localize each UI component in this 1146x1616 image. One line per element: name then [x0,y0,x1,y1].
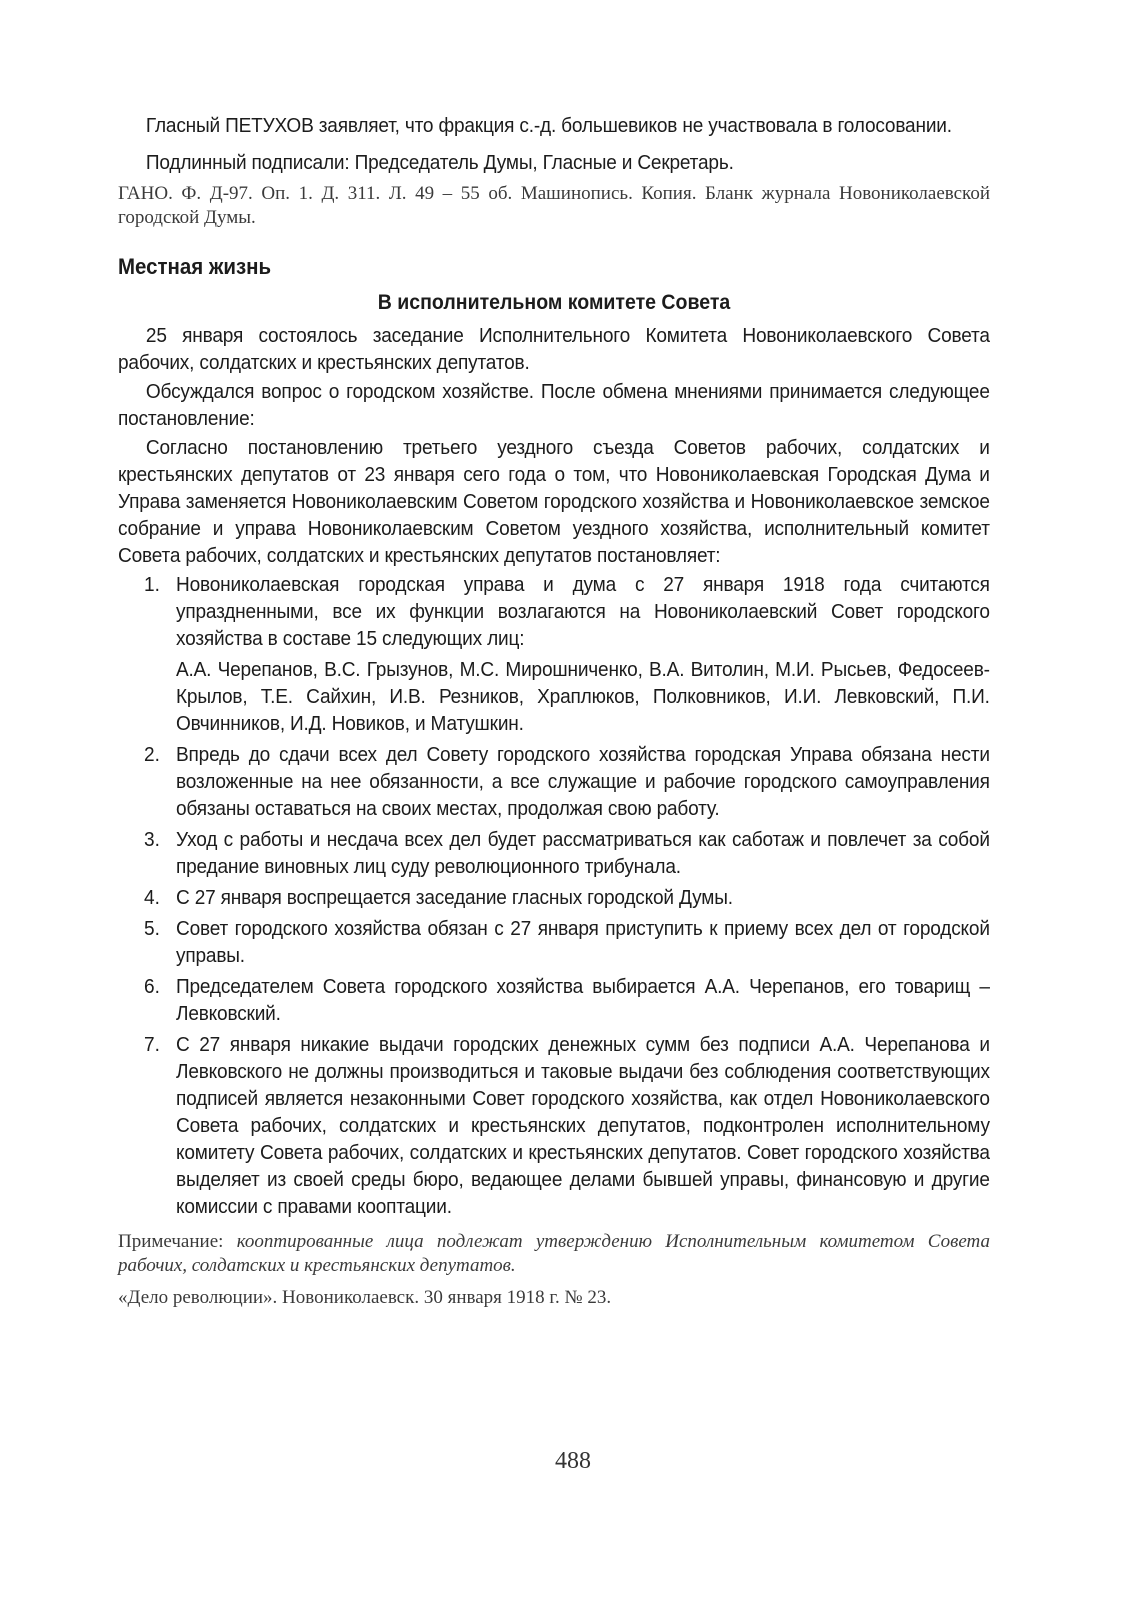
list-item-text: С 27 января никакие выдачи городских денежных сумм без подписи А.А. Черепанова и Левковского не должны производиться и таковые выдачи без соблюдения соответствующих подписей является незаконными Совет городского хозяйства, как отдел Новониколаевского Совета рабочих, солдатских и крестьянских депутатов, подконтролен исполнительному комитету Совета рабочих, солдатских и крестьянских депутатов. Совет городского хозяйства выделяет из своей среды бюро, ведающее делами бывшей управы, финансовую и другие комиссии с правами кооптации. [176,1033,990,1218]
list-item-text: Уход с работы и несдача всех дел будет рассматриваться как саботаж и повлечет за собой предание виновных лиц суду революционного трибунала. [176,828,990,878]
note-label: Примечание: [118,1231,224,1252]
list-item [118,826,990,880]
page-number: 488 [555,1448,591,1474]
paragraph: Обсуждался вопрос о городском хозяйстве. После обмена мнениями принимается следующее постановление: [118,380,990,430]
note [118,1230,990,1278]
resolution-list [118,571,990,1220]
paragraph: Согласно постановлению третьего уездного съезда Советов рабочих, солдатских и крестьянских депутатов от 23 января сего года о том, что Новониколаевская Городская Дума и Управа заменяется Новониколаевским Советом городского хозяйства и Новониколаевское земское собрание и управа Новониколаевским Советом уездного хозяйства, исполнительный комитет Совета рабочих, солдатских и крестьянских депутатов постановляет: [118,436,990,567]
list-item [118,884,990,911]
list-item [118,1031,990,1220]
list-item [118,973,990,1027]
petukhov-statement: Гласный ПЕТУХОВ заявляет, что фракция с.-д. большевиков не участвовала в голосовании. [145,114,952,137]
list-item [118,915,990,969]
article-title: В исполнительном комитете Совета [377,291,731,314]
list-item-number: 3. [144,828,160,851]
newspaper-source: «Дело революции». Новониколаевск. 30 января 1918 г. № 23. [118,1287,612,1308]
list-item [118,741,990,822]
list-item-number: 5. [144,917,160,940]
archive-reference: ГАНО. Ф. Д-97. Оп. 1. Д. 311. Л. 49 – 55 об. Машинопись. Копия. Бланк журнала Новониколаевской городской Думы. [118,183,990,228]
list-item-number: 1. [144,573,160,596]
list-item-text: С 27 января воспрещается заседание гласных городской Думы. [176,886,733,909]
list-item-number: 7. [144,1033,160,1056]
signatories-line: Подлинный подписали: Председатель Думы, Гласные и Секретарь. [145,151,734,174]
paragraph: 25 января состоялось заседание Исполнительного Комитета Новониколаевского Совета рабочих, солдатских и крестьянских депутатов. [118,324,990,374]
list-item-number: 2. [144,743,160,766]
council-member-names: А.А. Черепанов, В.С. Грызунов, М.С. Мирошниченко, В.А. Витолин, М.И. Рысьев, Федосеев-Крылов, Т.Е. Сайхин, И.В. Резников, Храплюков, Полковников, И.И. Левковский, П.И. Овчинников, И.Д. Новиков, и Матушкин. [176,658,990,735]
list-item-text: Впредь до сдачи всех дел Совету городского хозяйства городская Управа обязана нести возложенные на нее обязанности, а все служащие и рабочие городского самоуправления обязаны оставаться на своих местах, продолжая свою работу. [176,743,990,820]
page-content [118,112,990,1310]
list-item-number: 6. [144,975,160,998]
list-item-text: Совет городского хозяйства обязан с 27 января приступить к приему всех дел от городской управы. [176,917,990,967]
list-item-text: Новониколаевская городская управа и дума с 27 января 1918 года считаются упраздненными, все их функции возлагаются на Новониколаевский Совет городского хозяйства в составе 15 следующих лиц: [176,573,990,650]
note-text: кооптированные лица подлежат утверждению Исполнительным комитетом Совета рабочих, солдатских и крестьянских депутатов. [118,1231,990,1276]
section-heading: Местная жизнь [118,254,272,279]
list-item-text: Председателем Совета городского хозяйства выбирается А.А. Черепанов, его товарищ – Левковский. [176,975,990,1025]
list-item-number: 4. [144,886,160,909]
list-item [118,571,990,737]
